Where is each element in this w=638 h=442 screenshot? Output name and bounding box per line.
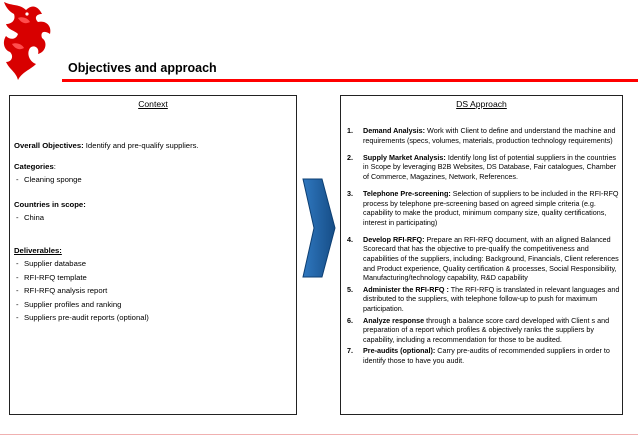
list-item: - RFI-RFQ analysis report (14, 286, 149, 296)
categories-section (14, 162, 82, 186)
list-item: - Cleaning sponge (14, 175, 82, 185)
overall-objectives (14, 141, 199, 151)
dragon-logo-icon (0, 0, 62, 82)
item-heading: Supply Market Analysis: (363, 152, 446, 162)
deliverables-section (14, 246, 149, 323)
item-number: 3. (347, 188, 353, 198)
list-item: - Supplier profiles and ranking (14, 300, 149, 310)
item-heading: Develop RFI-RFQ: (363, 234, 425, 244)
objectives-text: Identify and pre-qualify suppliers. (83, 141, 199, 150)
objectives-label: Overall Objectives: (14, 141, 84, 150)
item-text: Identify long list of potential suppliers in the countries in Scope by leveraging B2B Websites, DS Database, Fair catalogues, Chamber of Commerce, Magazines, Network, References. (363, 152, 617, 181)
title-divider (62, 79, 638, 82)
list-item (345, 126, 623, 145)
item-text: Prepare an RFI-RFQ document, with an aligned Balanced Scorecard that has the objective to pre-qualify the competitiveness and capabilities of the suppliers, including: Background, Financials, Client references and Product experience, Quality certification & processes, Social Responsibility, Manufacturing/technology capability, R&D capability (363, 234, 619, 283)
item-heading: Pre-audits (optional): (363, 346, 436, 356)
list-item: - RFI-RFQ template (14, 273, 149, 283)
list-item: - Supplier database (14, 259, 149, 269)
ds-approach-header: DS Approach (456, 99, 507, 109)
list-item (345, 153, 623, 182)
list-item (345, 346, 623, 365)
context-panel (9, 95, 297, 415)
item-heading: Telephone Pre-screening: (363, 188, 451, 198)
slide-title: Objectives and approach (68, 61, 217, 75)
item-heading: Demand Analysis: (363, 126, 426, 135)
item-heading: Administer the RFI-RFQ : (363, 284, 449, 294)
item-text: through a balance score card developed with Client s and preparation of a report which profiles & objectively ranks the suppliers by capability, including a recommendation for those to be audited. (363, 315, 610, 344)
list-item (345, 285, 623, 314)
item-number: 7. (347, 346, 353, 356)
item-number: 2. (347, 152, 353, 162)
item-text: The RFI-RFQ is translated in relevant languages and distributed to the suppliers, with telephone follow-up to push for maximum participation. (363, 284, 620, 313)
item-number: 4. (347, 234, 353, 244)
categories-label: Categories (14, 162, 54, 171)
list-item: - Suppliers pre-audit reports (optional) (14, 313, 149, 323)
footer-divider (0, 434, 638, 435)
list-item (345, 235, 623, 283)
item-text: Work with Client to define and understand the machine and requirements (specs, volumes, materials, production technology requirements) (363, 126, 616, 145)
item-heading: Analyze response (363, 315, 425, 325)
deliverables-label: Deliverables: (14, 246, 62, 255)
categories-colon: : (53, 162, 56, 171)
categories-list (14, 175, 82, 185)
arrow-right-icon (302, 178, 336, 278)
countries-label: Countries in scope: (14, 200, 86, 209)
ds-approach-list (345, 126, 623, 373)
item-number: 6. (347, 315, 353, 325)
ds-approach-panel (340, 95, 623, 415)
item-text: Selection of suppliers to be included in the RFI-RFQ process by telephone pre-screening based on agreed simple criteria (e.g. capability to make the product, minimum company size, quality certifications, interest in participating) (363, 188, 619, 227)
item-text: Carry pre-audits of recommended suppliers in order to identify those to have you audit. (363, 346, 610, 365)
list-item (345, 316, 623, 345)
context-header: Context (138, 99, 168, 109)
item-number: 5. (347, 284, 353, 294)
list-item: - China (14, 213, 86, 223)
deliverables-list (14, 259, 149, 323)
item-number: 1. (347, 126, 353, 135)
countries-section (14, 200, 86, 224)
countries-list (14, 213, 86, 223)
list-item (345, 189, 623, 227)
